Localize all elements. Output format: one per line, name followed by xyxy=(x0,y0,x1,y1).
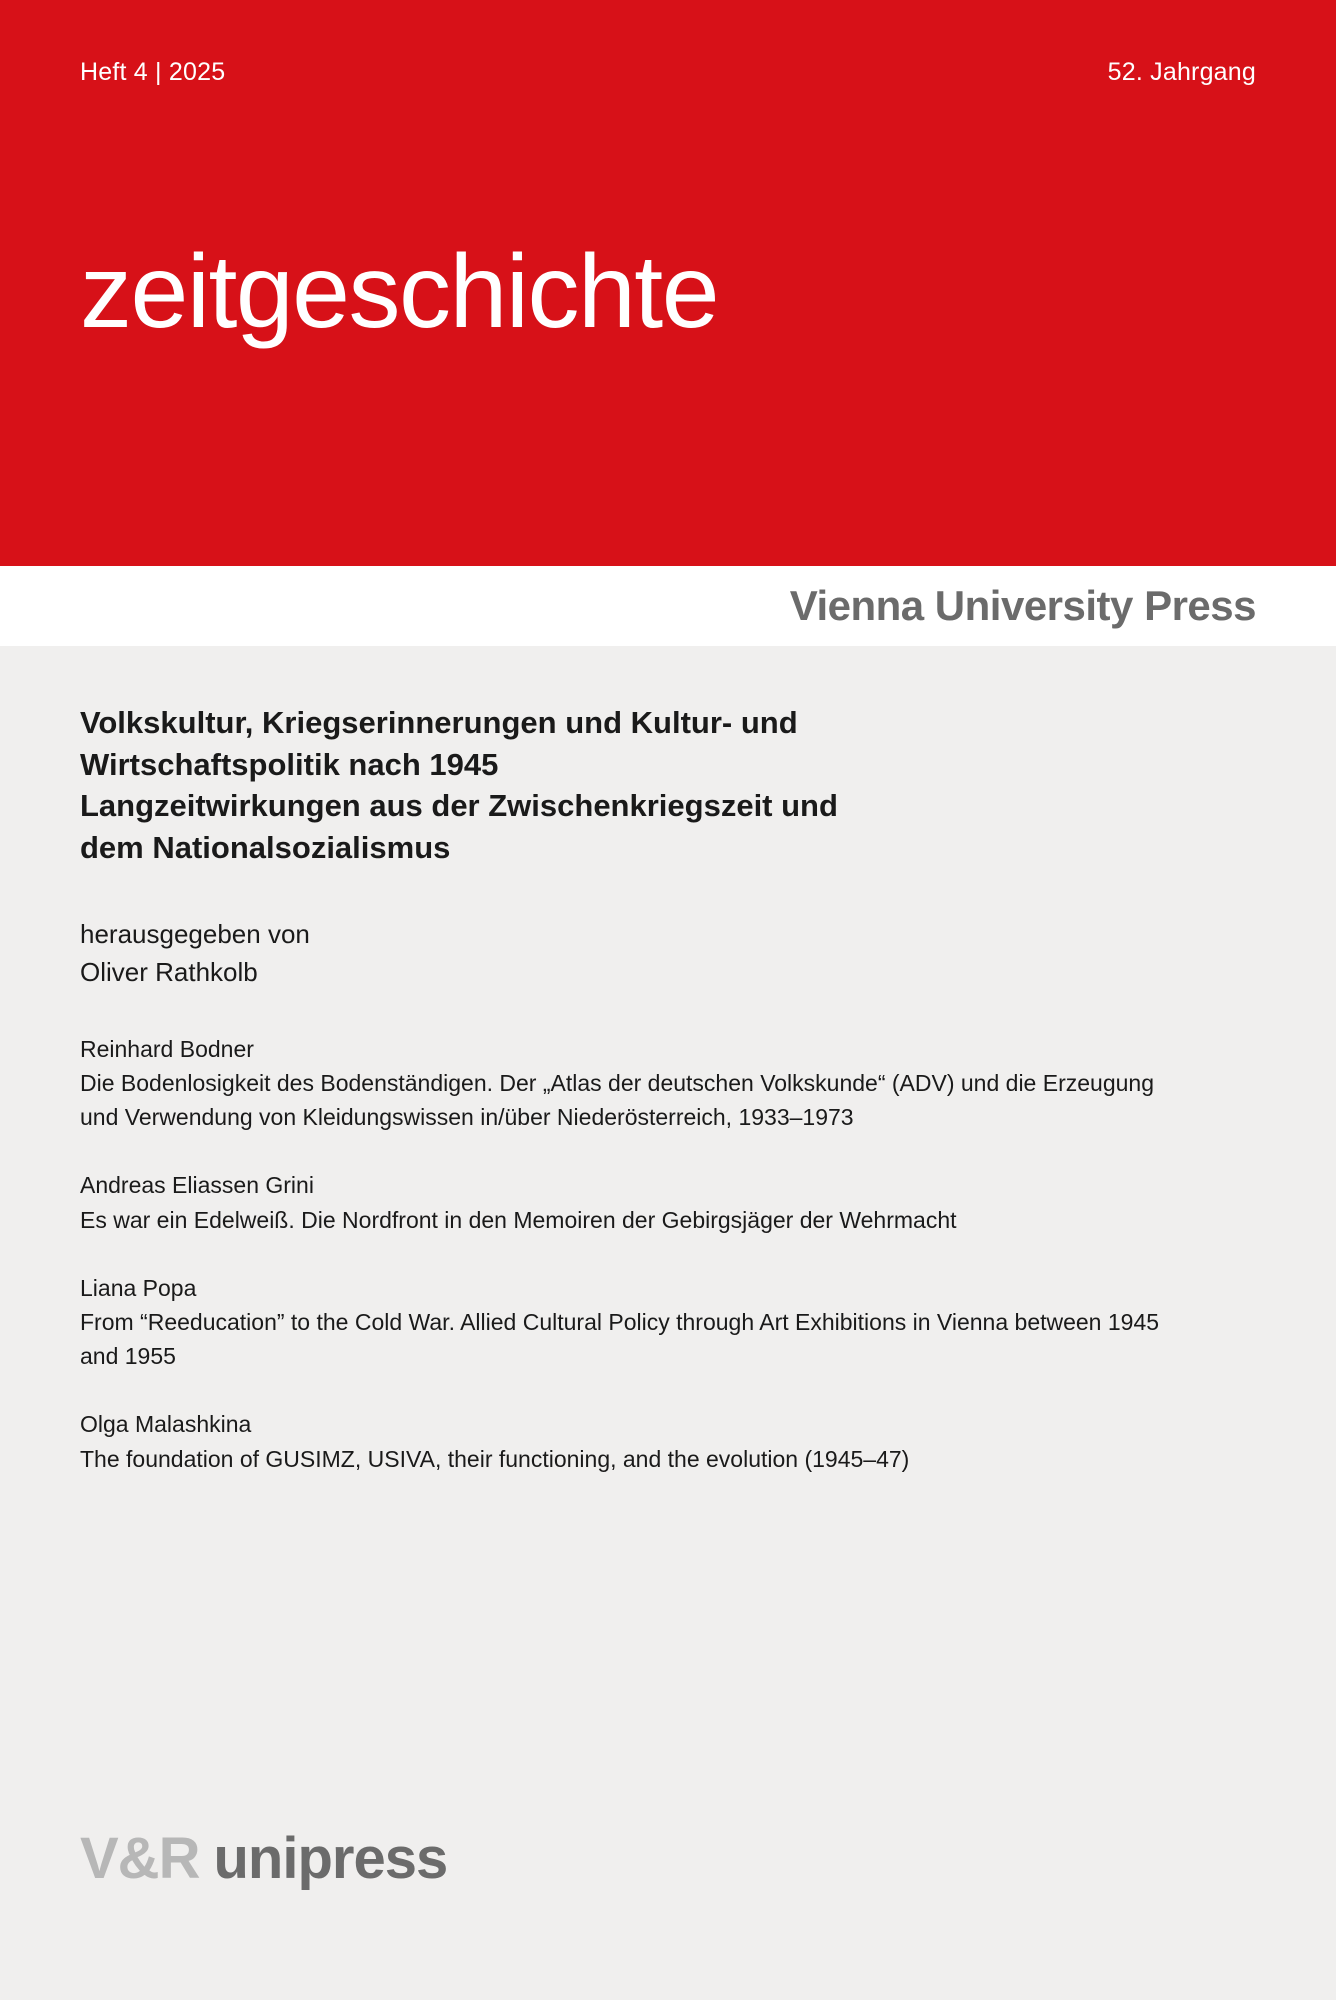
issue-title-line: Langzeitwirkungen aus der Zwischenkriegszeit und xyxy=(80,788,838,824)
list-item xyxy=(80,1032,1256,1135)
issue-title-line: dem Nationalsozialismus xyxy=(80,829,451,865)
list-item xyxy=(80,1271,1256,1374)
list-item xyxy=(80,1407,1256,1476)
masthead-red-block xyxy=(0,0,1336,566)
issue-title-line: Wirtschaftspolitik nach 1945 xyxy=(80,746,499,782)
editor-block xyxy=(80,916,1256,991)
volume-label: 52. Jahrgang xyxy=(1107,58,1256,86)
masthead-meta xyxy=(80,58,1256,87)
issue-title-line: Volkskultur, Kriegserinnerungen und Kultur- und xyxy=(80,705,798,740)
unipress-wordmark: unipress xyxy=(213,1826,448,1891)
issue-title xyxy=(80,702,1170,868)
toc-author: Liana Popa xyxy=(80,1274,197,1301)
editor-name: Oliver Rathkolb xyxy=(80,956,258,987)
publisher-logo xyxy=(80,1825,447,1892)
toc-author: Andreas Eliassen Grini xyxy=(80,1172,314,1199)
toc-article-title: Es war ein Edelweiß. Die Nordfront in den Memoiren der Gebirgsjäger der Wehrmacht xyxy=(80,1206,957,1233)
toc-article-title: Die Bodenlosigkeit des Bodenständigen. Der „Atlas der deutschen Volkskunde“ (ADV) und die Erzeugung und Verwendung von Kleidungswissen in/über Niederösterreich, 1933–1973 xyxy=(80,1070,1154,1131)
toc-author: Reinhard Bodner xyxy=(80,1035,254,1062)
editor-label: herausgegeben von xyxy=(80,919,310,950)
list-item xyxy=(80,1168,1256,1237)
publisher-band xyxy=(0,566,1336,646)
table-of-contents xyxy=(80,1032,1256,1476)
vr-mark: V&R xyxy=(80,1826,200,1891)
toc-author: Olga Malashkina xyxy=(80,1411,252,1438)
journal-title: zeitgeschichte xyxy=(80,234,719,350)
cover-content xyxy=(0,646,1336,2000)
publisher-name: Vienna University Press xyxy=(789,582,1256,629)
toc-article-title: From “Reeducation” to the Cold War. Allied Cultural Policy through Art Exhibitions in Vienna between 1945 and 1955 xyxy=(80,1309,1160,1370)
issue-number-label: Heft 4 | 2025 xyxy=(80,58,226,86)
toc-article-title: The foundation of GUSIMZ, USIVA, their functioning, and the evolution (1945–47) xyxy=(80,1445,910,1472)
